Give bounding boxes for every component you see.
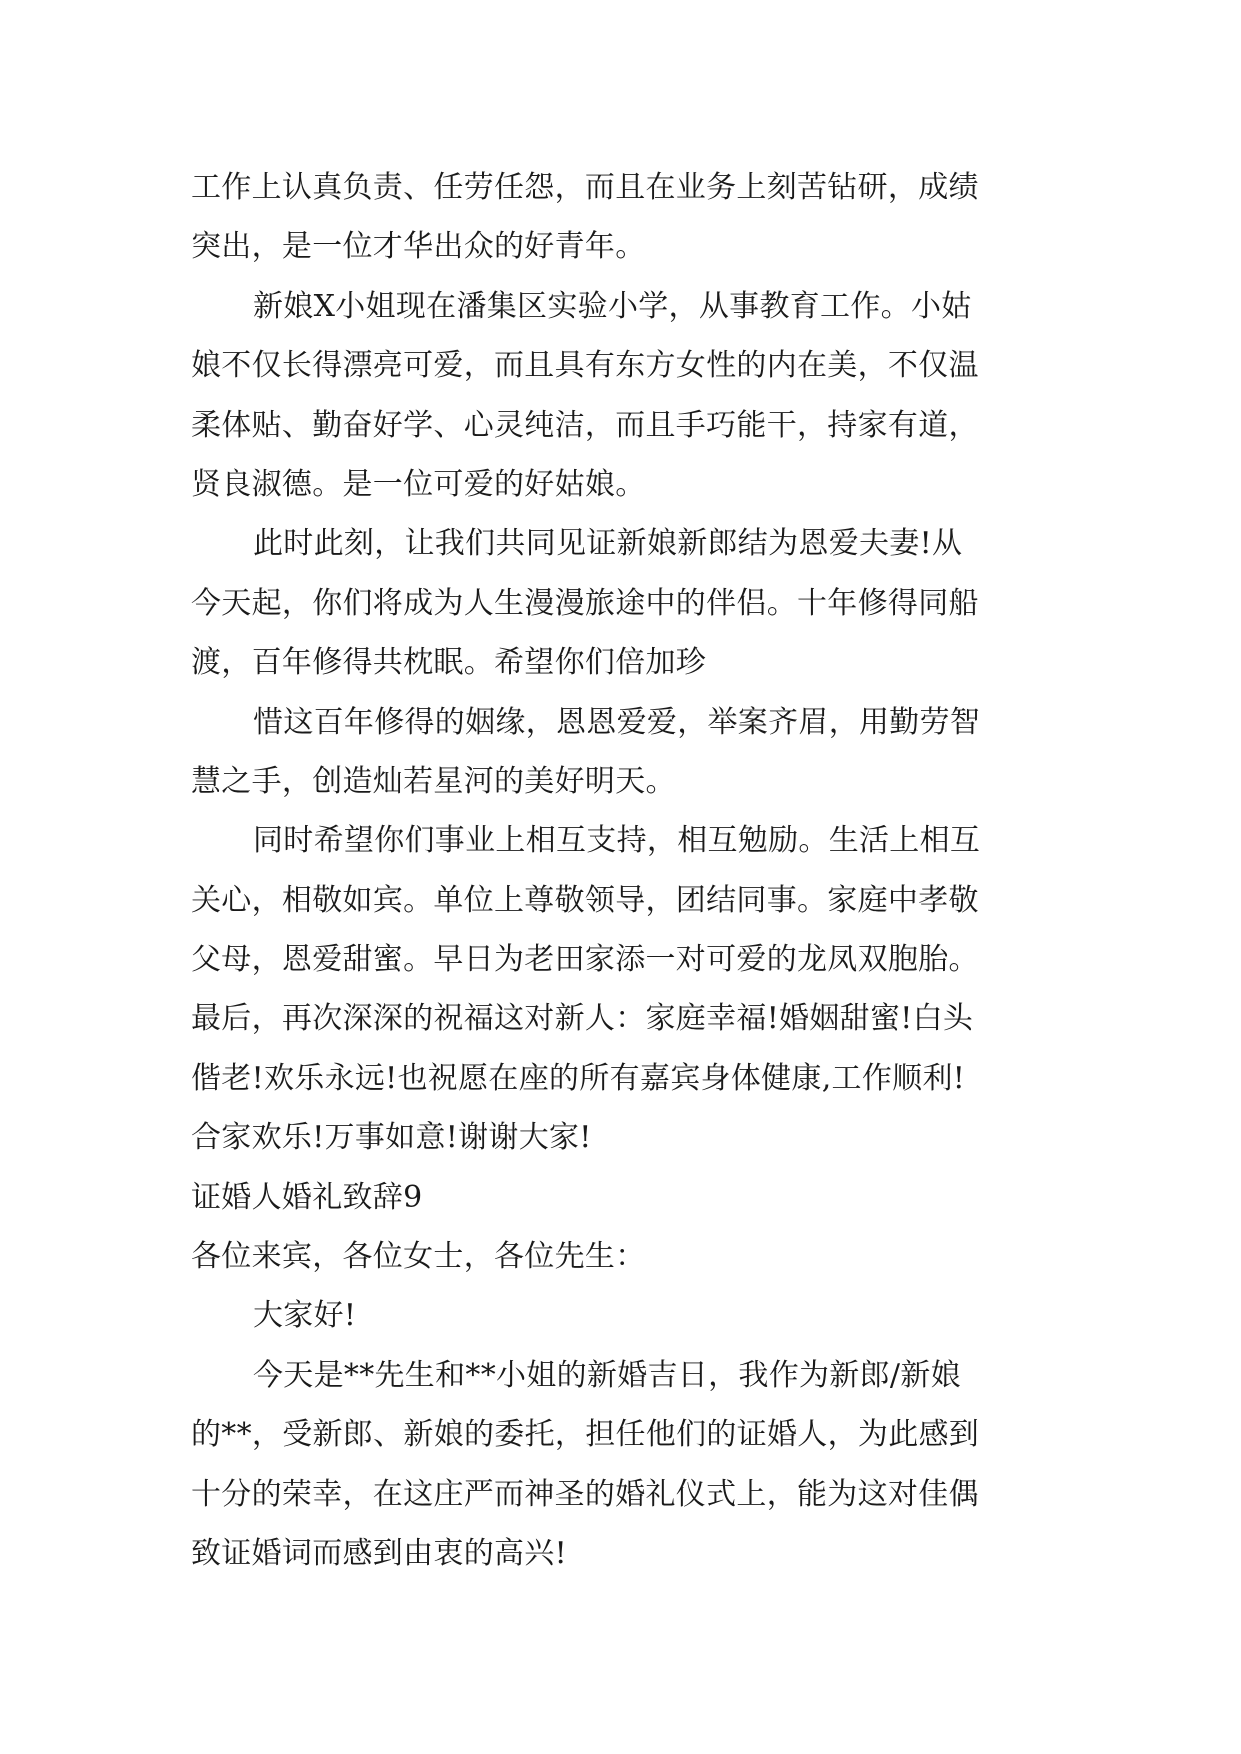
text-line: 柔体贴、勤奋好学、心灵纯洁，而且手巧能干，持家有道， [191,407,979,443]
text-line: 的**，受新郎、新娘的委托，担任他们的证婚人，为此感到 [191,1417,980,1453]
text-line: 工作上认真负责、任劳任怨，而且在业务上刻苦钻研，成绩 [191,170,979,205]
text-line: 十分的荣幸，在这庄严而神圣的婚礼仪式上，能为这对佳偶 [191,1476,979,1512]
text-line: 关心，相敬如宾。单位上尊敬领导，团结同事。家庭中孝敬 [191,882,979,918]
text-line: 惜这百年修得的姻缘，恩恩爱爱，举案齐眉，用勤劳智 [253,704,981,740]
text-line: 今天是**先生和**小姐的新婚吉日，我作为新郎/新娘 [253,1357,961,1393]
text-line: 最后，再次深深的祝福这对新人：家庭幸福!婚姻甜蜜!白头 [191,1001,974,1037]
document-body [191,158,1053,1583]
text-line: 致证婚词而感到由衷的高兴! [191,1535,567,1571]
text-line: 新娘X小姐现在潘集区实验小学，从事教育工作。小姑 [253,288,972,324]
text-line: 娘不仅长得漂亮可爱，而且具有东方女性的内在美，不仅温 [191,348,979,384]
salutation: 各位来宾，各位女士，各位先生： [191,1239,646,1275]
text-line: 慧之手，创造灿若星河的美好明天。 [191,763,676,799]
text-line: 父母，恩爱甜蜜。早日为老田家添一对可爱的龙凤双胞胎。 [191,942,979,978]
text-line: 今天起，你们将成为人生漫漫旅途中的伴侣。十年修得同船 [191,585,979,621]
text-line: 突出，是一位才华出众的好青年。 [191,229,646,265]
text-line: 渡，百年修得共枕眠。希望你们倍加珍 [191,645,707,681]
text-line: 贤良淑德。是一位可爱的好姑娘。 [191,466,646,502]
text-line: 合家欢乐!万事如意!谢谢大家! [191,1120,592,1156]
text-line: 此时此刻，让我们共同见证新娘新郎结为恩爱夫妻!从 [253,526,963,562]
text-line: 同时希望你们事业上相互支持，相互勉励。生活上相互 [253,823,981,859]
greeting: 大家好! [253,1298,357,1334]
section-heading: 证婚人婚礼致辞9 [191,1179,423,1215]
text-line: 偕老!欢乐永远!也祝愿在座的所有嘉宾身体健康,工作顺利! [191,1060,966,1096]
